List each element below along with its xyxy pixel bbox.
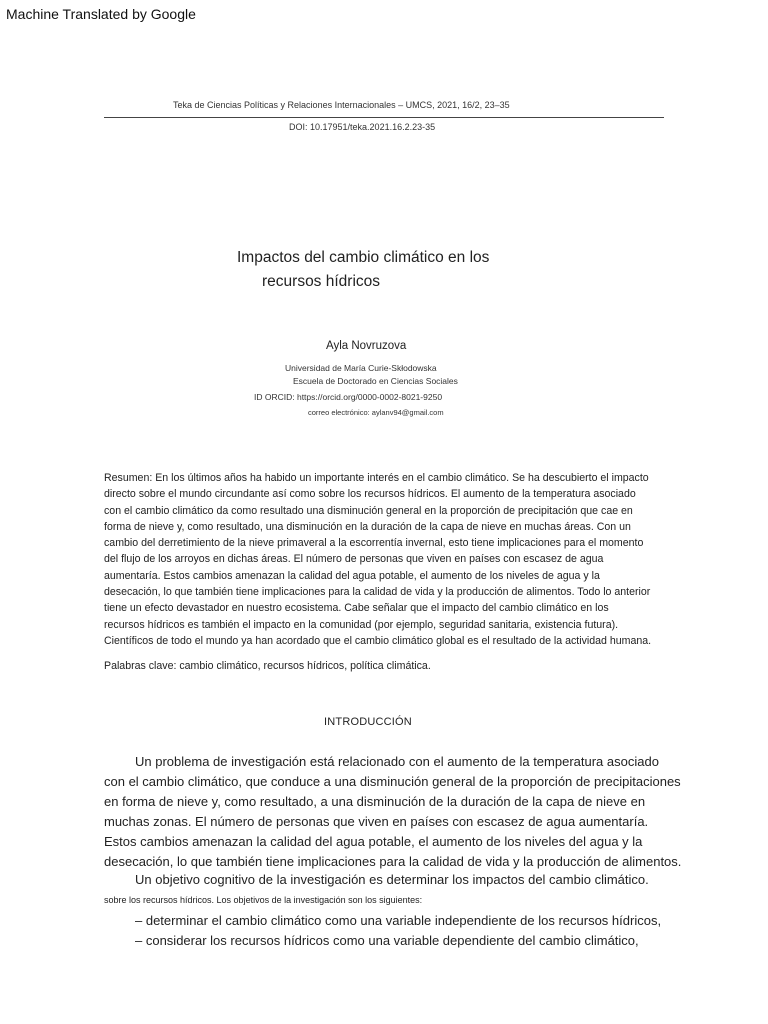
objective-list-item: – considerar los recursos hídricos como una variable dependiente del cambio climático,: [135, 933, 639, 948]
abstract-block: [104, 470, 670, 649]
paragraph-line: desecación, lo que también tiene implicaciones para la calidad de vida y la producción de alimentos.: [104, 854, 682, 869]
author-orcid: ID ORCID: https://orcid.org/0000-0002-8021-9250: [254, 392, 443, 402]
section-heading-introduction: INTRODUCCIÓN: [324, 716, 412, 728]
abstract-line: directo sobre el mundo circundante así como sobre los recursos hídricos. El aumento de la temperatura asociado: [104, 488, 636, 501]
author-affiliation-school: Escuela de Doctorado en Ciencias Sociales: [293, 376, 458, 386]
abstract-line: aumentaría. Estos cambios amenazan la calidad del agua potable, el aumento de los niveles de agua y la: [104, 569, 600, 582]
abstract-line: cambio del derretimiento de la nieve primaveral a la escorrentía invernal, esto tiene implicaciones para el momento: [104, 537, 644, 550]
abstract-line: Científicos de todo el mundo ya han acordado que el cambio climático global es el resultado de la actividad humana.: [104, 634, 652, 647]
journal-header: Teka de Ciencias Políticas y Relaciones Internacionales – UMCS, 2021, 16/2, 23–35: [173, 100, 510, 110]
introduction-paragraph: [104, 752, 682, 872]
paragraph-line: con el cambio climático, que conduce a una disminución general de la proporción de precipitaciones: [104, 774, 681, 789]
article-title-line-1: Impactos del cambio climático en los: [237, 249, 490, 266]
abstract-line: forma de nieve y, como resultado, una disminución en la duración de la capa de nieve en muchas áreas. Con un: [104, 520, 631, 533]
paragraph-line: Un problema de investigación está relacionado con el aumento de la temperatura asociado: [135, 754, 659, 769]
abstract-line: Resumen: En los últimos años ha habido un importante interés en el cambio climático. Se ha descubierto el impacto: [104, 472, 649, 484]
paragraph-line: Estos cambios amenazan la calidad del agua potable, el aumento de los niveles del agua y la: [104, 834, 643, 849]
abstract-line: con el cambio climático da como resultado una disminución general en la proporción de precipitación que cae en: [104, 504, 633, 517]
objective-list-item: – determinar el cambio climático como una variable independiente de los recursos hídricos,: [135, 913, 662, 928]
objectives-intro-line: sobre los recursos hídricos. Los objetivos de la investigación son los siguientes:: [104, 895, 423, 905]
abstract-line: recursos hídricos es también el impacto en la comunidad (por ejemplo, seguridad sanitaria, existencia futura).: [104, 618, 619, 631]
paragraph-line: en forma de nieve y, como resultado, a una disminución de la duración de la capa de nieve en: [104, 794, 646, 809]
abstract-line: desecación, lo que también tiene implicaciones para la calidad de vida y la producción de alimentos. Todo lo anterior: [104, 586, 651, 599]
abstract-line: del flujo de los arroyos en dichas áreas. El número de personas que viven en países con escasez de agua: [104, 553, 604, 566]
author-name: Ayla Novruzova: [326, 340, 407, 352]
article-title-line-2: recursos hídricos: [262, 273, 381, 290]
header-divider: [104, 117, 664, 118]
doi-line: DOI: 10.17951/teka.2021.16.2.23-35: [289, 122, 436, 132]
author-email: correo electrónico: aylanv94@gmail.com: [308, 408, 444, 417]
paragraph-line: muchas zonas. El número de personas que viven en países con escasez de agua aumentaría.: [104, 814, 649, 829]
objective-sentence: Un objetivo cognitivo de la investigación es determinar los impactos del cambio climático.: [135, 872, 649, 887]
abstract-line: tiene un efecto devastador en nuestro ecosistema. Cabe señalar que el impacto del cambio climático en los: [104, 602, 609, 615]
machine-translation-banner: Machine Translated by Google: [6, 6, 196, 22]
keywords-line: Palabras clave: cambio climático, recursos hídricos, política climática.: [104, 660, 431, 672]
author-affiliation-university: Universidad de María Curie-Skłodowska: [285, 363, 437, 373]
